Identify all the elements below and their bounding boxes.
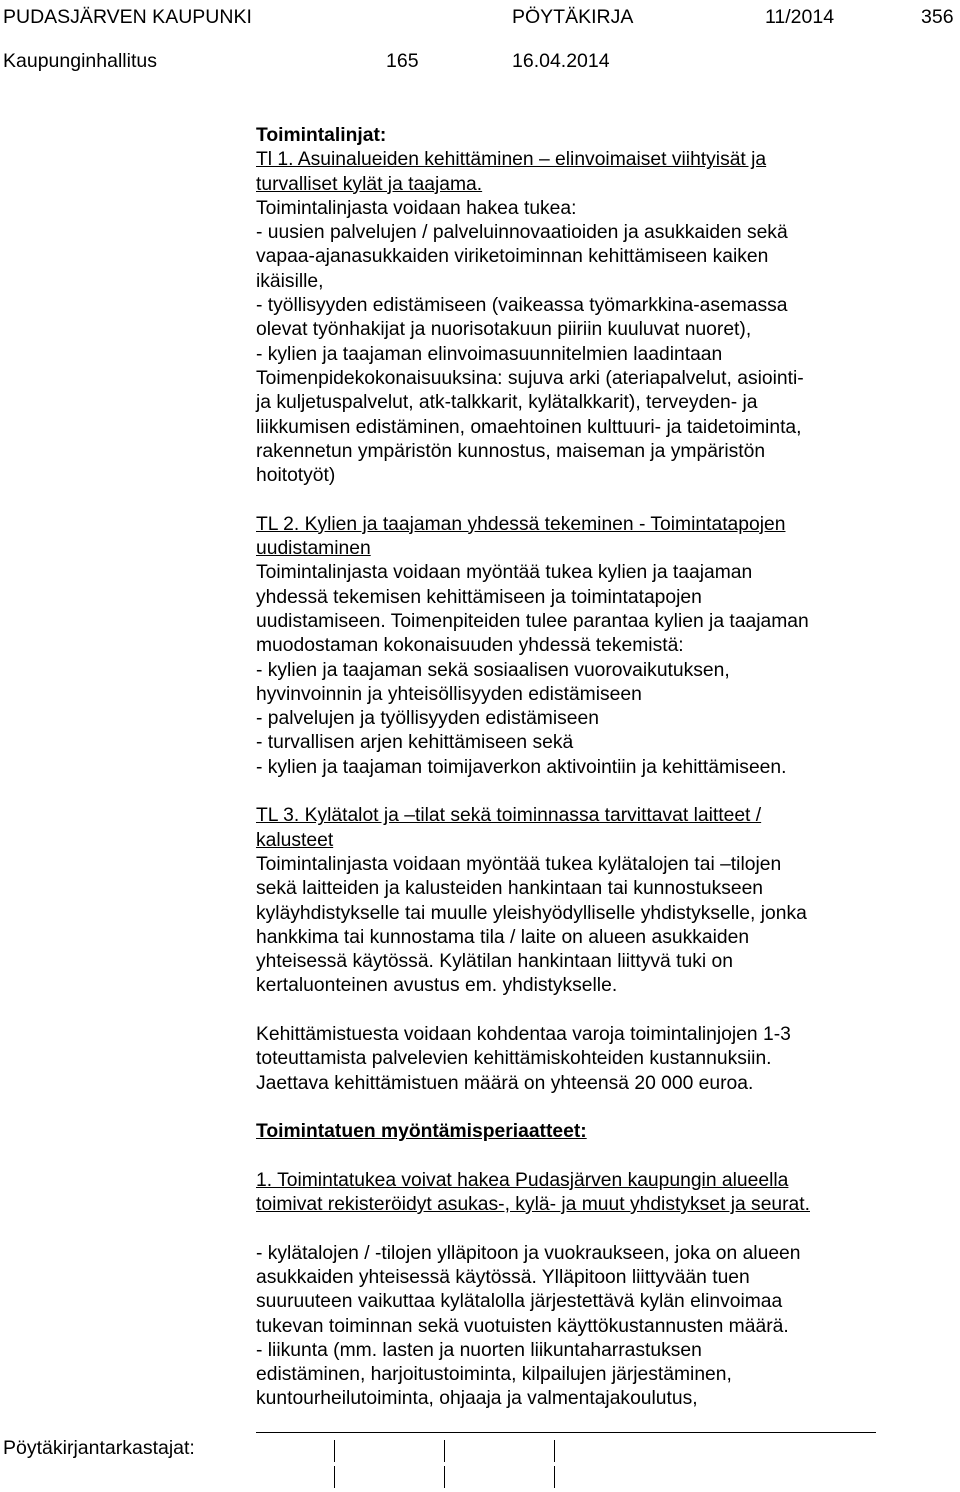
text-line: sekä laitteiden ja kalusteiden hankintaan tai kunnostukseen [256, 878, 764, 900]
text-line: Jaettava kehittämistuen määrä on yhteensä 20 000 euroa. [256, 1072, 754, 1094]
signature-field-divider [444, 1466, 445, 1488]
principles-heading: Toimintatuen myöntämisperiaatteet: [256, 1121, 587, 1143]
text-line: liikkumisen edistäminen, omaehtoinen kulttuuri- ja taidetoiminta, [256, 416, 802, 438]
text-line: kuntourheilutoiminta, ohjaaja ja valmentajakoulutus, [256, 1388, 698, 1410]
header-date: 16.04.2014 [512, 50, 610, 72]
text-line: - uusien palvelujen / palveluinnovaatioiden ja asukkaiden sekä [256, 222, 788, 244]
subheading-tl3: TL 3. Kylätalot ja –tilat sekä toiminnassa tarvittavat laitteet / [256, 805, 762, 827]
text-line: asukkaiden yhteisessä käytössä. Ylläpitoon liittyvään tuen [256, 1266, 750, 1288]
footer-divider [256, 1432, 876, 1433]
text-line: kertaluonteinen avustus em. yhdistykselle. [256, 975, 618, 997]
text-line: suuruuteen vaikuttaa kylätalolla järjestettävä kylän elinvoimaa [256, 1291, 783, 1313]
text-line: - kylien ja taajaman elinvoimasuunnitelmien laadintaan [256, 343, 723, 365]
subheading-tl2-cont: uudistaminen [256, 538, 371, 560]
text-line: Toimintalinjasta voidaan hakea tukea: [256, 197, 577, 219]
text-line: Toimintalinjasta voidaan myöntää tukea kylien ja taajaman [256, 562, 753, 584]
text-line: hoitotyöt) [256, 465, 336, 487]
signature-field-divider [554, 1440, 555, 1462]
section-heading: Toimintalinjat: [256, 125, 387, 146]
text-line: - palvelujen ja työllisyyden edistämiseen [256, 708, 599, 730]
text-line: tukevan toiminnan sekä vuotuisten käyttökustannusten määrä. [256, 1315, 789, 1337]
text-line: - liikunta (mm. lasten ja nuorten liikuntaharrastuksen [256, 1339, 702, 1361]
text-line: muodostaman kokonaisuuden yhdessä tekemistä: [256, 635, 684, 657]
text-line: Toimintalinjasta voidaan myöntää tukea kylätalojen tai –tilojen [256, 853, 782, 875]
header-org: PUDASJÄRVEN KAUPUNKI [3, 6, 252, 28]
text-line: ja kuljetuspalvelut, atk-talkkarit, kylätalkkarit), terveyden- ja [256, 392, 758, 414]
text-line: yhdessä tekemisen kehittämiseen ja toimintatapojen [256, 586, 702, 608]
text-line: olevat työnhakijat ja nuorisotakuun piiriin kuuluvat nuoret), [256, 319, 752, 341]
text-line: uudistamiseen. Toimenpiteiden tulee parantaa kylien ja taajaman [256, 610, 809, 632]
header-body: Kaupunginhallitus [3, 50, 157, 72]
footer-reviewers-label: Pöytäkirjantarkastajat: [3, 1437, 195, 1459]
subheading-tl1-cont: turvalliset kylät ja taajama. [256, 173, 483, 195]
subheading-tl3-cont: kalusteet [256, 829, 334, 851]
principle-1-heading: 1. Toimintatukea voivat hakea Pudasjärven kaupungin alueella [256, 1169, 789, 1191]
text-line: hyvinvoinnin ja yhteisöllisyyden edistämiseen [256, 683, 642, 705]
text-line: - työllisyyden edistämiseen (vaikeassa työmarkkina-asemassa [256, 295, 788, 317]
text-line: ikäisille, [256, 270, 324, 292]
text-line: vapaa-ajanasukkaiden viriketoiminnan kehittämiseen kaiken [256, 246, 769, 268]
text-line: - turvallisen arjen kehittämiseen sekä [256, 732, 574, 754]
text-line: - kylien ja taajaman toimijaverkon aktivointiin ja kehittämiseen. [256, 756, 787, 778]
header-page-number: 356 [921, 6, 954, 28]
text-line: Kehittämistuesta voidaan kohdentaa varoja toimintalinjojen 1-3 [256, 1023, 791, 1045]
document-body [256, 124, 896, 1412]
text-line: edistäminen, harjoitustoiminta, kilpailujen järjestäminen, [256, 1364, 732, 1386]
header-doc-type: PÖYTÄKIRJA [512, 6, 634, 28]
text-line: yhteisessä käytössä. Kylätilan hankintaan liittyvä tuki on [256, 951, 733, 973]
text-line: Toimenpidekokonaisuuksina: sujuva arki (ateriapalvelut, asiointi- [256, 367, 804, 389]
text-line: toteuttamista palvelevien kehittämiskohteiden kustannuksiin. [256, 1048, 772, 1070]
text-line: - kylien ja taajaman sekä sosiaalisen vuorovaikutuksen, [256, 659, 730, 681]
signature-field-divider [554, 1466, 555, 1488]
signature-field-divider [334, 1440, 335, 1462]
text-line: rakennetun ympäristön kunnostus, maiseman ja ympäristön [256, 440, 766, 462]
subheading-tl2: TL 2. Kylien ja taajaman yhdessä tekeminen - Toimintatapojen [256, 513, 786, 535]
signature-field-divider [334, 1466, 335, 1488]
text-line: - kylätalojen / -tilojen ylläpitoon ja vuokraukseen, joka on alueen [256, 1242, 801, 1264]
text-line: kyläyhdistykselle tai muulle yleishyödylliselle yhdistykselle, jonka [256, 902, 807, 924]
text-line: hankkima tai kunnostama tila / laite on alueen asukkaiden [256, 926, 750, 948]
header-section: 165 [386, 50, 419, 72]
signature-field-divider [444, 1440, 445, 1462]
principle-1-heading-cont: toimivat rekisteröidyt asukas-, kylä- ja muut yhdistykset ja seurat. [256, 1194, 810, 1216]
subheading-tl1: Tl 1. Asuinalueiden kehittäminen – elinvoimaiset viihtyisät ja [256, 149, 767, 171]
header-doc-number: 11/2014 [765, 6, 835, 28]
